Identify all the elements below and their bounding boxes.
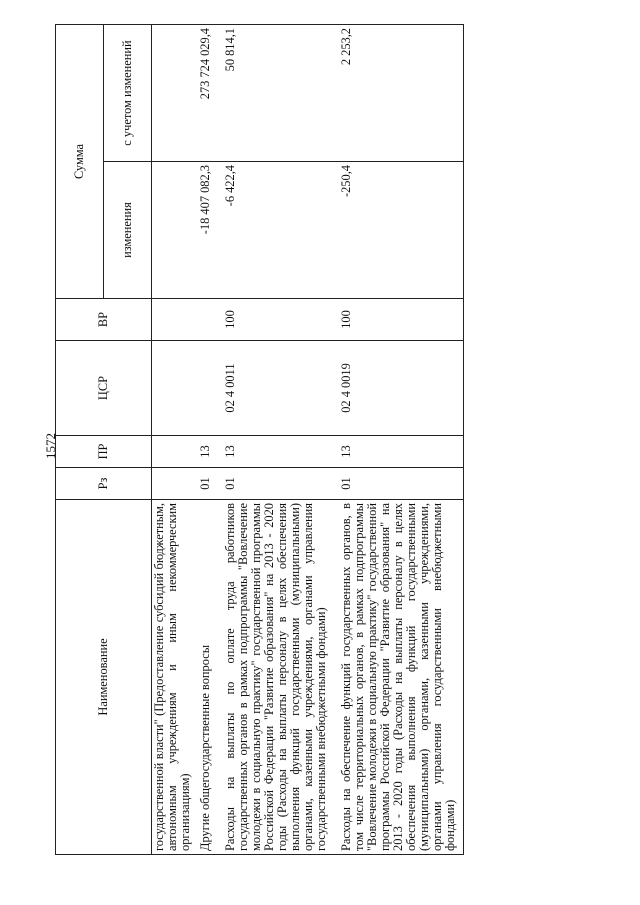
col-header-name: Наименование [56, 500, 152, 855]
row-vr [193, 299, 218, 341]
col-header-csr: ЦСР [56, 341, 152, 436]
row-total: 50 814,1 [218, 25, 334, 162]
row-csr: 02 4 0019 [334, 341, 464, 436]
row-rz: 01 [334, 468, 464, 500]
col-header-rz: Рз [56, 468, 152, 500]
budget-table [55, 24, 464, 855]
row-pr [152, 436, 194, 468]
row-change: -18 407 082,3 [193, 162, 218, 299]
row-vr [152, 299, 194, 341]
row-name: государственной власти" (Предоставление субсидий бюджетным, автономным учреждениям и иным некоммерческим организациям) [152, 500, 194, 855]
row-change: -6 422,4 [218, 162, 334, 299]
row-pr: 13 [193, 436, 218, 468]
table-row [334, 25, 464, 855]
row-pr: 13 [218, 436, 334, 468]
row-change [152, 162, 194, 299]
row-total [152, 25, 194, 162]
row-name: Расходы на выплаты по оплате труда работников государственных органов в рамках подпрограммы "Вовлечение молодежи в социальную практику" государственной программы Российской Федерации "Развитие образования" на 2013 - 2020 годы (Расходы на выплаты персоналу в целях обеспечения выполнения функций государственными (муниципальными) органами, казенными учреждениями, органами управления государственными внебюджетными фондами) [218, 500, 334, 855]
row-rz [152, 468, 194, 500]
col-header-sum: Сумма [56, 25, 104, 299]
row-name: Другие общегосударственные вопросы [193, 500, 218, 855]
row-csr: 02 4 0011 [218, 341, 334, 436]
table-row [218, 25, 334, 855]
col-header-pr: ПР [56, 436, 152, 468]
row-pr: 13 [334, 436, 464, 468]
row-change: -250,4 [334, 162, 464, 299]
row-vr: 100 [218, 299, 334, 341]
row-name: Расходы на обеспечение функций государственных органов, в том числе территориальных органов, в рамках подпрограммы "Вовлечение молодежи в социальную практику" государственной программы Российской Федерации "Развитие образования" на 2013 - 2020 годы (Расходы на выплаты персоналу в целях обеспечения выполнения функций государственными (муниципальными) органами, казенными учреждениями, органами управления государственными внебюджетными фондами) [334, 500, 464, 855]
row-rz: 01 [193, 468, 218, 500]
row-total: 2 253,2 [334, 25, 464, 162]
page-number: 1572 [43, 433, 58, 459]
table-row [193, 25, 218, 855]
rotated-table-page [55, 25, 615, 855]
col-header-change: изменения [104, 162, 152, 299]
row-vr: 100 [334, 299, 464, 341]
row-rz: 01 [218, 468, 334, 500]
col-header-with-changes: с учетом изменений [104, 25, 152, 162]
row-total: 273 724 029,4 [193, 25, 218, 162]
table-row [152, 25, 194, 855]
row-csr [193, 341, 218, 436]
col-header-vr: ВР [56, 299, 152, 341]
row-csr [152, 341, 194, 436]
